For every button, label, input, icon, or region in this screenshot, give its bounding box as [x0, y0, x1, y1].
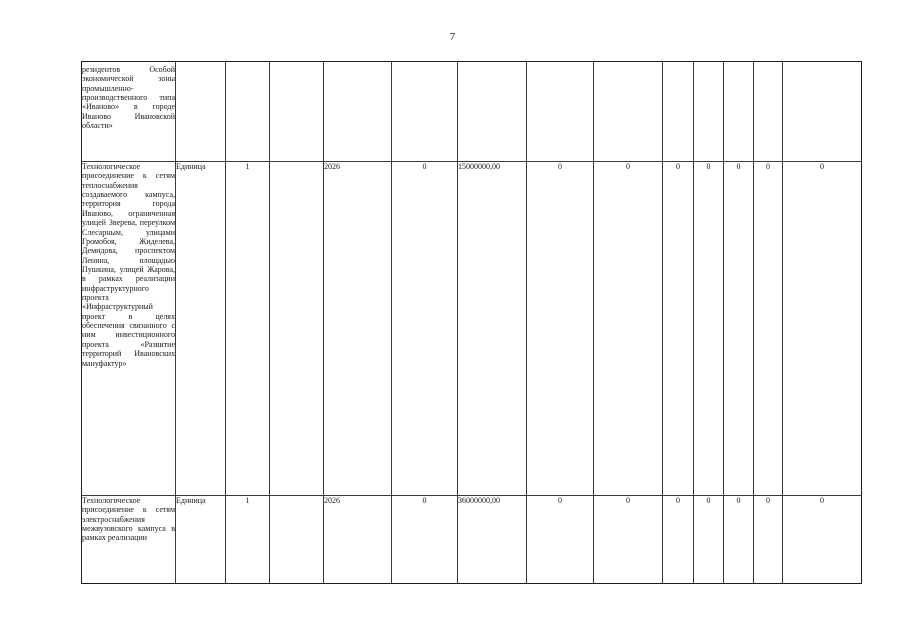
table-row [82, 496, 862, 584]
year-cell: 2026 [324, 496, 392, 584]
value-cell: 0 [663, 496, 694, 584]
blank-cell [270, 62, 324, 162]
value-cell [663, 62, 694, 162]
value-cell: 0 [694, 162, 724, 496]
blank-cell [270, 496, 324, 584]
amount-cell: 36000000,00 [458, 496, 527, 584]
value-cell: 0 [594, 162, 663, 496]
unit-cell: Единица [176, 496, 226, 584]
value-cell [527, 62, 594, 162]
value-cell [754, 62, 783, 162]
value-cell [594, 62, 663, 162]
value-cell [694, 62, 724, 162]
qty-cell: 1 [226, 162, 270, 496]
value-cell: 0 [527, 496, 594, 584]
qty-cell [226, 62, 270, 162]
amount-cell [458, 62, 527, 162]
value-cell: 0 [724, 162, 754, 496]
value-cell: 0 [783, 162, 862, 496]
row-name-cell [82, 162, 176, 496]
value-cell: 0 [754, 496, 783, 584]
row-name-cell [82, 496, 176, 584]
value-cell: 0 [783, 496, 862, 584]
year-cell: 2026 [324, 162, 392, 496]
value-cell: 0 [594, 496, 663, 584]
value-cell: 0 [754, 162, 783, 496]
unit-cell: Единица [176, 162, 226, 496]
value-cell: 0 [724, 496, 754, 584]
value-cell [783, 62, 862, 162]
row-name: резидентов Особой экономической зоны промышленно-производственного типа «Иваново» в городе Иваново Ивановской области» [82, 65, 175, 131]
row-name: Технологическое присоединение к сетям электроснабжения межвузовского кампуса в рамках реализации [82, 496, 175, 543]
value-cell: 0 [527, 162, 594, 496]
value-cell [392, 62, 458, 162]
budget-table [81, 61, 862, 584]
unit-cell [176, 62, 226, 162]
value-cell: 0 [392, 162, 458, 496]
amount-cell: 15000000,00 [458, 162, 527, 496]
table-row [82, 162, 862, 496]
year-cell [324, 62, 392, 162]
qty-cell: 1 [226, 496, 270, 584]
row-name-cell [82, 62, 176, 162]
table-row [82, 62, 862, 162]
value-cell: 0 [392, 496, 458, 584]
blank-cell [270, 162, 324, 496]
page-number: 7 [449, 31, 456, 43]
value-cell: 0 [663, 162, 694, 496]
value-cell [724, 62, 754, 162]
row-name: Технологическое присоединение к сетям теплоснабжения создаваемого кампуса, территория города Иваново, ограниченная улицей Зверева, переулком Слесарным, улицами Громобоя, Жиделева, Демидова, проспектом Ленина, площадью Пушкина, улицей Жарова, в рамках реализации инфраструктурного проекта «Инфраструктурный проект в целях обеспечения связанного с ним инвестиционного проекта «Развитие территорий Ивановских мануфактур» [82, 162, 175, 368]
value-cell: 0 [694, 496, 724, 584]
